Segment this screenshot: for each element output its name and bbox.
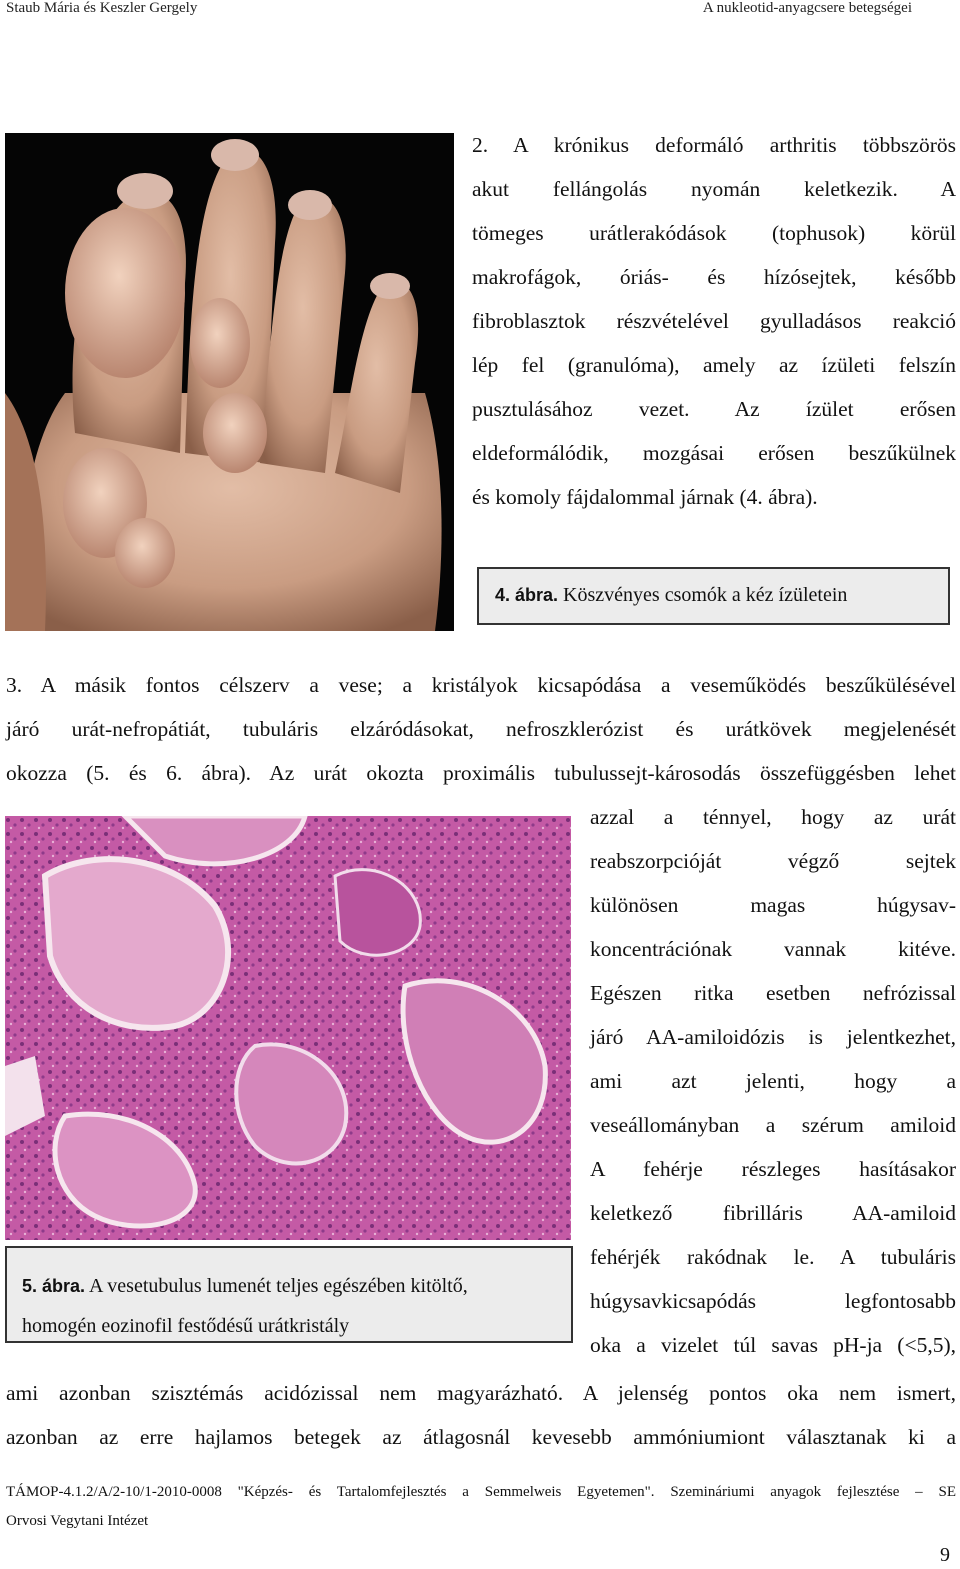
figure-4-image	[5, 133, 454, 631]
text-line: pusztulásához vezet. Az ízület erősen	[472, 397, 956, 421]
text-line: Egészen ritka esetben nefrózissal	[590, 981, 956, 1005]
footer-institute-line: Orvosi Vegytani Intézet	[6, 1513, 149, 1529]
paragraph-kidney-continued	[6, 1371, 956, 1459]
text-line: veseállományban a szérum amiloid	[590, 1113, 956, 1137]
text-line: koncentrációnak vannak kitéve.	[590, 937, 956, 961]
text-line: és komoly fájdalommal járnak (4. ábra).	[472, 485, 818, 509]
text-line: 2. A krónikus deformáló arthritis többszörös	[472, 133, 956, 157]
footer-project-line: TÁMOP-4.1.2/A/2-10/1-2010-0008 "Képzés- és Tartalomfejlesztés a Semmelweis Egyetemen". Szemináriumi anyagok fejlesztése – SE	[6, 1484, 956, 1500]
text-line: okozza (5. és 6. ábra). Az urát okozta proximális tubulussejt-károsodás összefüggésben lehet	[6, 761, 956, 785]
paragraph-gout-arthritis	[472, 123, 956, 519]
text-line: eldeformálódik, mozgásai erősen beszűkülnek	[472, 441, 956, 465]
text-line: keletkező fibrilláris AA-amiloid	[590, 1201, 956, 1225]
text-line: ami azonban szisztémás acidózissal nem magyarázható. A jelenség pontos oka nem ismert,	[6, 1381, 956, 1405]
text-line: fibroblasztok részvételével gyulladásos reakció	[472, 309, 956, 333]
text-line: különösen magas húgysav-	[590, 893, 956, 917]
figure-5-label: 5. ábra.	[22, 1276, 86, 1296]
figure-5-caption-line-1	[22, 1266, 571, 1306]
text-line: tömeges urátlerakódások (tophusok) körül	[472, 221, 956, 245]
text-line: reabszorpcióját végző sejtek	[590, 849, 956, 873]
figure-5-image	[5, 816, 571, 1240]
text-line: lép fel (granulóma), amely az ízületi felszín	[472, 353, 956, 377]
text-line: azzal a ténnyel, hogy az urát	[590, 805, 956, 829]
text-line: húgysavkicsapódás legfontosabb	[590, 1289, 956, 1313]
kidney-histology-illustration	[5, 816, 571, 1240]
text-line: makrofágok, óriás- és hízósejtek, később	[472, 265, 956, 289]
figure-4-caption-text: Köszvényes csomók a kéz ízületein	[558, 584, 848, 606]
gout-hand-illustration	[5, 133, 454, 631]
text-line: azonban az erre hajlamos betegek az átlagosnál kevesebb ammóniumiont választanak ki a	[6, 1425, 956, 1449]
text-line: járó AA-amiloidózis is jelentkezhet,	[590, 1025, 956, 1049]
figure-5-caption	[5, 1246, 573, 1343]
text-line: A fehérje részleges hasításakor	[590, 1157, 956, 1181]
paragraph-kidney	[6, 663, 956, 795]
page-number: 9	[940, 1544, 950, 1566]
figure-5-caption-text-1: A vesetubulus lumenét teljes egészében kitöltő,	[85, 1275, 468, 1297]
figure-4-label: 4. ábra.	[495, 585, 559, 605]
paragraph-kidney-side-column	[590, 795, 956, 1367]
figure-4-caption	[477, 567, 950, 625]
text-line: akut fellángolás nyomán keletkezik. A	[472, 177, 956, 201]
text-line: járó urát-nefropátiát, tubuláris elzáródásokat, nefroszklerózist és urátkövek megjelenését	[6, 717, 956, 741]
text-line: oka a vizelet túl savas pH-ja (<5,5),	[590, 1333, 956, 1357]
text-line: 3. A másik fontos célszerv a vese; a kristályok kicsapódása a veseműködés beszűkülésével	[6, 673, 956, 697]
text-line: ami azt jelenti, hogy a	[590, 1069, 956, 1093]
header-authors: Staub Mária és Keszler Gergely	[6, 0, 198, 16]
figure-5-caption-line-2: homogén eozinofil festődésű urátkristály	[22, 1315, 350, 1337]
running-header	[0, 0, 960, 20]
header-chapter: A nukleotid-anyagcsere betegségei	[702, 0, 912, 16]
text-line: fehérjék rakódnak le. A tubuláris	[590, 1245, 956, 1269]
